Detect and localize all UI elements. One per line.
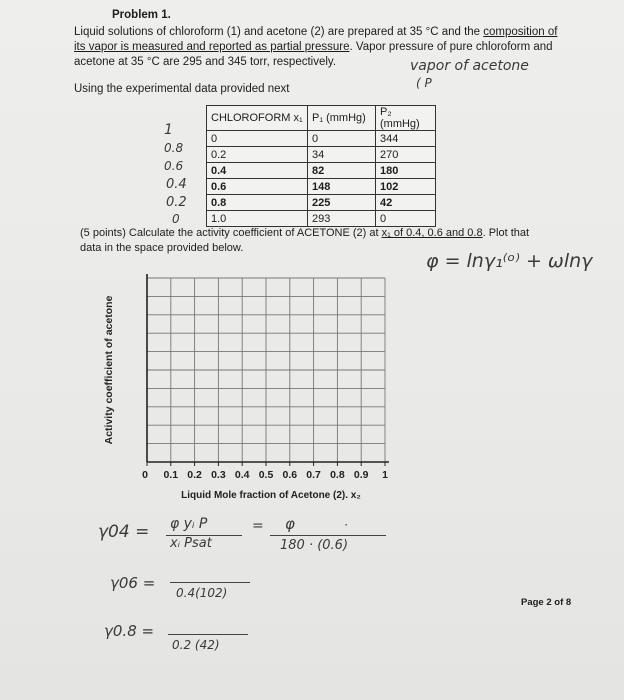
header-p2: P₂ (mmHg)	[376, 106, 436, 131]
x-axis-label: Liquid Mole fraction of Acetone (2). x₂	[181, 490, 361, 501]
table-row	[207, 147, 436, 163]
hand-left-5: 0	[172, 212, 180, 226]
table-cell: 34	[308, 147, 376, 163]
table-cell: 148	[308, 179, 376, 195]
hand-left-4: 0.2	[166, 195, 187, 210]
problem-title: Problem 1.	[112, 9, 171, 21]
plot-axes	[147, 274, 389, 462]
x-tick-label: 0	[142, 469, 148, 481]
header-chloroform: CHLOROFORM x₁	[207, 106, 308, 131]
table-header-row	[207, 106, 436, 131]
plot-ticks	[142, 462, 388, 481]
table-cell: 0.4	[207, 163, 308, 179]
x-tick-label: 0.6	[282, 469, 298, 481]
table-cell: 0	[376, 211, 436, 227]
x-tick-label: 0.8	[330, 469, 345, 481]
gamma04-denominator-2: 180 · (0.6)	[280, 538, 349, 553]
question-line-1: (5 points) Calculate the activity coefficient of ACETONE (2) at x₁ of 0.4, 0.6 and 0.8. Plot that	[80, 227, 530, 239]
table-cell: 42	[376, 195, 436, 211]
question-line-2: data in the space provided below.	[80, 242, 244, 254]
table-cell: 180	[376, 163, 436, 179]
table-cell: 1.0	[207, 211, 308, 227]
y-axis-label: Activity coefficient of acetone	[103, 295, 115, 445]
gamma04-numerator: φ yᵢ P	[170, 516, 208, 532]
gamma04-fraction-bar-2	[270, 535, 386, 536]
x-tick-label: 1	[382, 469, 388, 481]
gamma04-lhs: γ04 =	[98, 522, 150, 542]
hand-left-0: 1	[164, 122, 173, 138]
table-cell: 344	[376, 131, 436, 147]
gamma04-numerator-2: φ	[285, 515, 295, 533]
activity-plot	[95, 266, 405, 506]
table-cell: 0	[308, 131, 376, 147]
handwritten-equation: φ = lnγ₁⁽ᵒ⁾ + ωlnγ	[426, 250, 593, 272]
x-tick-label: 0.5	[258, 469, 274, 481]
vapor-data-table	[206, 105, 436, 227]
table-row	[207, 163, 436, 179]
hand-left-1: 0.8	[164, 141, 184, 155]
gamma04-equals: =	[252, 518, 264, 534]
handwritten-p-note: ( P	[416, 76, 432, 90]
hand-left-2: 0.6	[164, 159, 184, 173]
table-cell: 270	[376, 147, 436, 163]
x-tick-label: 0.7	[306, 469, 321, 481]
x-tick-label: 0.3	[211, 469, 226, 481]
table-cell: 225	[308, 195, 376, 211]
table-cell: 82	[308, 163, 376, 179]
intro-line-2: its vapor is measured and reported as partial pressure. Vapor pressure of pure chloroform and	[74, 41, 553, 53]
intro-line-4: Using the experimental data provided next	[74, 83, 290, 95]
x-tick-label: 0.1	[163, 469, 179, 481]
page-number: Page 2 of 8	[521, 597, 572, 608]
table-cell: 293	[308, 211, 376, 227]
table-cell: 0.2	[207, 147, 308, 163]
table-cell: 0.8	[207, 195, 308, 211]
table-cell: 0	[207, 131, 308, 147]
table-row	[207, 179, 436, 195]
gamma06-fraction-bar	[170, 582, 250, 583]
x-tick-label: 0.9	[353, 469, 369, 481]
hand-left-3: 0.4	[166, 177, 187, 192]
intro-line-3: acetone at 35 °C are 295 and 345 torr, respectively.	[74, 56, 337, 68]
gamma08-denominator: 0.2 (42)	[172, 638, 220, 652]
gamma08-lhs: γ0.8 =	[104, 622, 155, 640]
table-row	[207, 195, 436, 211]
handwritten-vapor-note: vapor of acetone	[410, 58, 529, 74]
gamma08-fraction-bar	[168, 634, 248, 635]
plot-grid	[147, 278, 385, 462]
gamma06-lhs: γ06 =	[110, 574, 156, 592]
gamma06-denominator: 0.4(102)	[176, 586, 228, 600]
table-row	[207, 211, 436, 227]
intro-line-1: Liquid solutions of chloroform (1) and acetone (2) are prepared at 35 °C and the composition of	[74, 26, 558, 38]
x-tick-label: 0.4	[234, 469, 250, 481]
table-row	[207, 131, 436, 147]
table-cell: 0.6	[207, 179, 308, 195]
table-cell: 102	[376, 179, 436, 195]
header-p1: P₁ (mmHg)	[308, 106, 376, 131]
x-tick-label: 0.2	[187, 469, 202, 481]
gamma04-dot: ·	[344, 518, 348, 532]
gamma04-denominator: xᵢ Psat	[170, 536, 212, 551]
